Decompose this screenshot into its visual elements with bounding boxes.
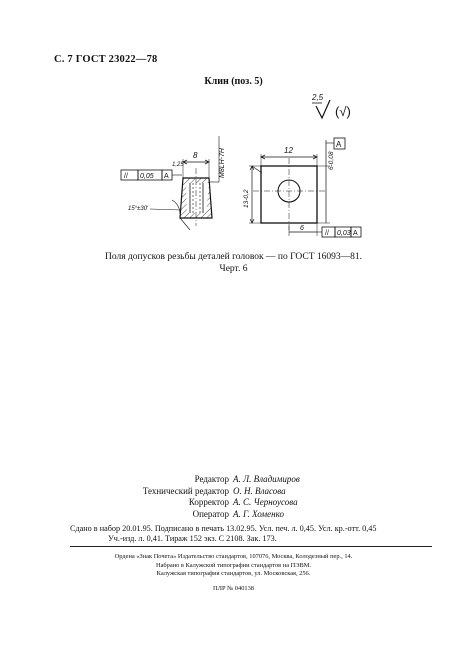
- right-tol-datum: A: [353, 230, 358, 237]
- roughness-symbol: [312, 100, 330, 118]
- divider: [70, 546, 432, 547]
- printing-info: [0, 553, 467, 579]
- credit-role: Редактор: [194, 474, 229, 484]
- credits-block: [0, 474, 467, 520]
- credit-row: [0, 497, 467, 509]
- credit-name: А. Л. Владимиров: [233, 474, 300, 484]
- thread-label: M8LH-7H: [219, 148, 226, 178]
- right-dim-bottom: 6: [300, 225, 304, 232]
- printing-line: Набрано в Калужской типографии стандартов на ПЭВМ.: [155, 561, 312, 569]
- printing-line: Калужская типография стандартов, ул. Московская, 256.: [156, 570, 311, 578]
- printing-line: Ордена «Знак Почета» Издательство стандартов, 107076, Москва, Колодезный пер., 14.: [114, 553, 353, 560]
- credit-role: Корректор: [188, 497, 229, 507]
- datum-box-label: A: [336, 140, 342, 149]
- right-dim-left: 13-0,2: [243, 189, 250, 208]
- chamfer-label: 1,25: [172, 162, 184, 168]
- plr-number: ПЛР № 040138: [213, 585, 254, 592]
- left-tol-symbol: //: [124, 173, 128, 180]
- credit-name: О. Н. Власова: [233, 485, 286, 496]
- left-tol-value: 0,05: [140, 173, 154, 180]
- right-tol-value: 0,03: [337, 230, 351, 237]
- credit-name: А. С. Черноусова: [233, 497, 298, 507]
- left-view: [121, 136, 219, 230]
- right-view: [249, 138, 361, 237]
- right-dim-top: 12: [284, 146, 293, 155]
- right-tol-symbol: //: [325, 230, 329, 237]
- left-dim-top: 8: [193, 151, 198, 160]
- credit-name: А. Г. Хоменко: [233, 508, 284, 519]
- technical-drawing: [0, 0, 467, 250]
- figure-label: Черт. 6: [219, 264, 248, 274]
- credit-row: [0, 509, 467, 521]
- left-tol-datum: A: [164, 173, 169, 180]
- publication-line: Сдано в набор 20.01.95. Подписано в печать 13.02.95. Усл. печ. л. 0,45. Усл. кр.-отт. 0,45: [70, 524, 377, 533]
- credit-row: [0, 486, 467, 498]
- right-dim-right: 6-0,08: [328, 151, 335, 170]
- roughness-note: (√): [335, 104, 351, 119]
- publication-info: [70, 524, 430, 544]
- angle-label: 15°±30′: [128, 206, 149, 212]
- publication-line: Уч.-изд. л. 0,41. Тираж 152 экз. С 2108. Зак. 173.: [108, 534, 277, 543]
- credit-row: [0, 474, 467, 486]
- figure-caption: Поля допусков резьбы деталей головок — по ГОСТ 16093—81.: [104, 252, 363, 262]
- roughness-value: 2,5: [312, 93, 324, 102]
- credit-role: Оператор: [192, 508, 229, 519]
- credit-role: Технический редактор: [142, 485, 229, 496]
- page-header: С. 7 ГОСТ 23022—78: [54, 54, 158, 65]
- figure-title: Клин (поз. 5): [204, 76, 263, 87]
